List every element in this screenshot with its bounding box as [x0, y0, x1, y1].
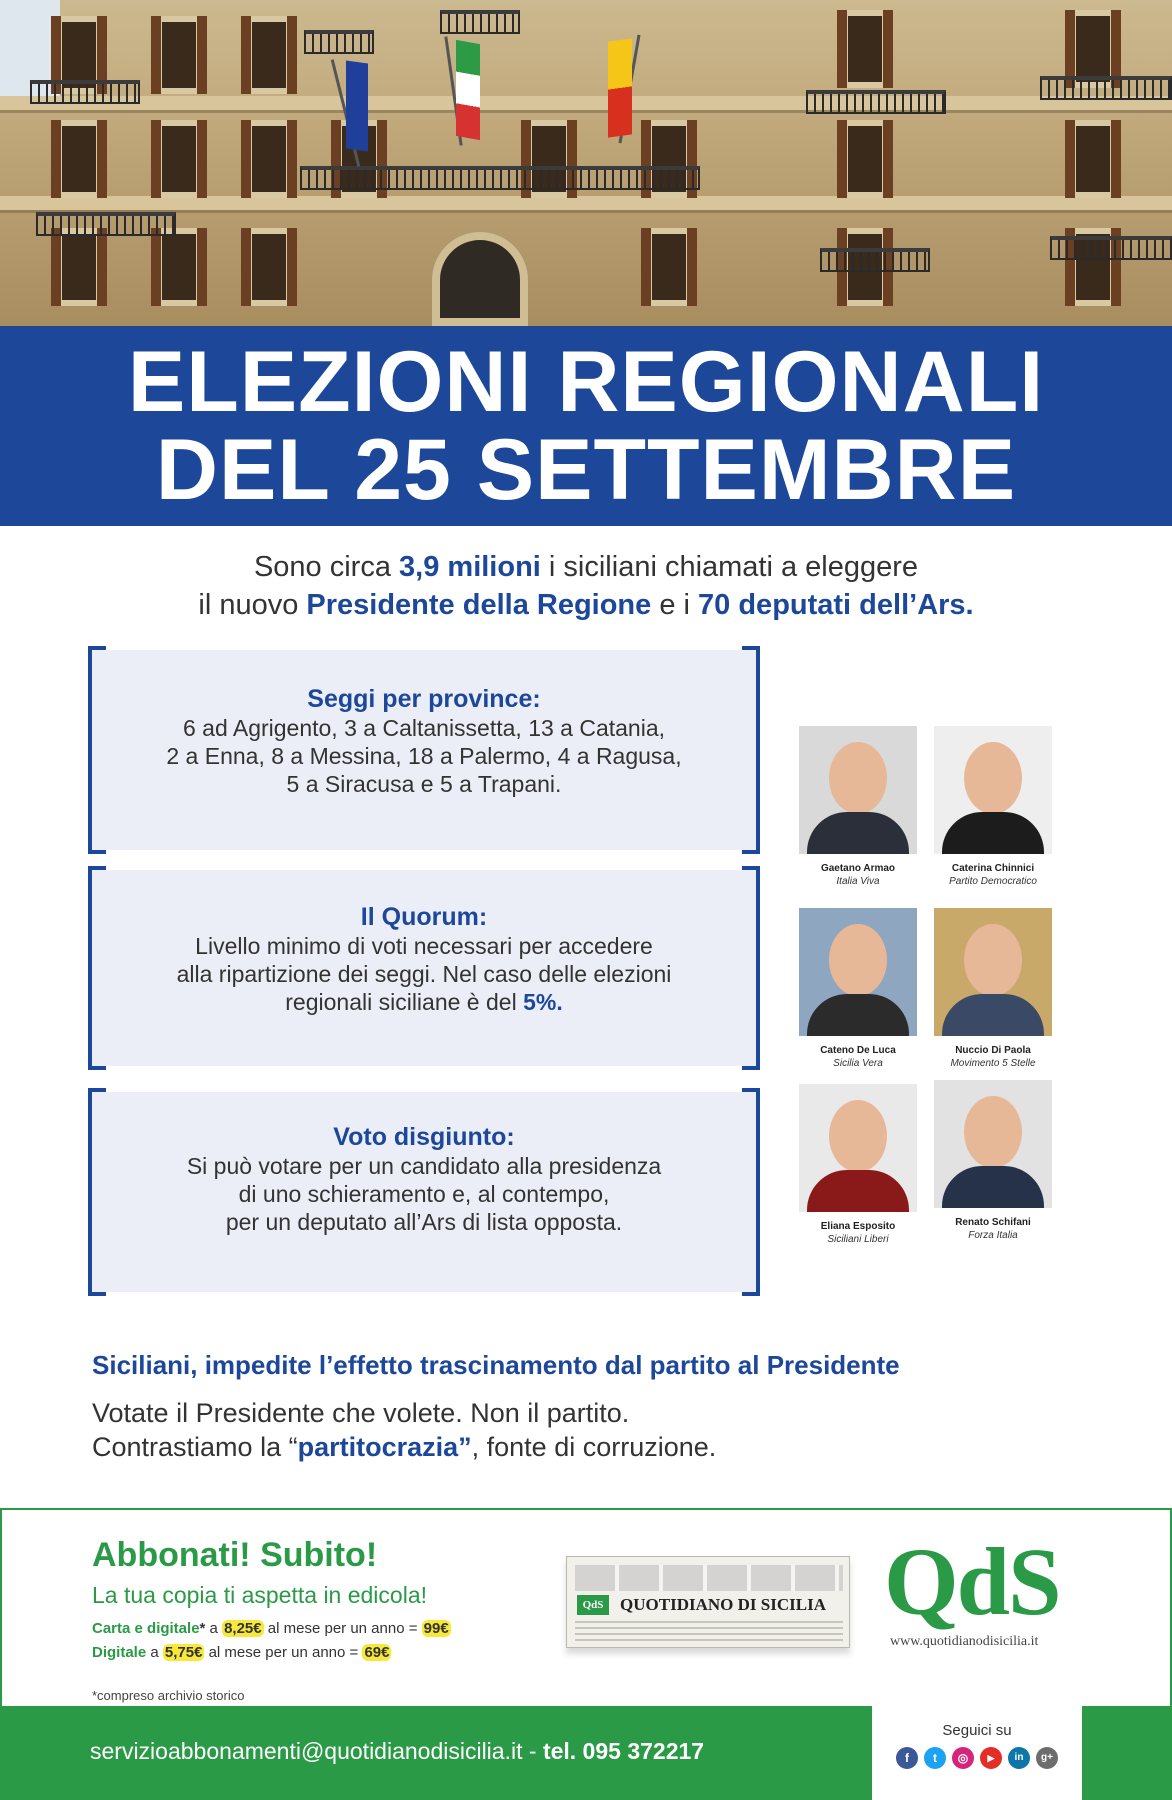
palazzo-photo: [0, 0, 1172, 326]
message-line-2: [92, 1430, 716, 1464]
intro-highlight: 70 deputati dell’Ars.: [698, 589, 974, 621]
eu-flag: [346, 60, 368, 151]
contact-email[interactable]: servizioabbonamenti@quotidianodisicilia.it: [90, 1738, 523, 1764]
message-line-1: Votate il Presidente che volete. Non il partito.: [92, 1398, 630, 1428]
window: [156, 16, 202, 94]
candidate-card: [932, 1080, 1054, 1242]
candidate-photo: [799, 908, 917, 1036]
candidate-suit: [807, 994, 909, 1036]
twitter-icon[interactable]: t: [924, 1747, 946, 1769]
candidate-name: Nuccio Di Paola: [955, 1045, 1031, 1056]
quorum-percentage: 5%.: [523, 989, 563, 1015]
intro-highlight: 3,9 milioni: [399, 551, 541, 583]
candidate-card: [932, 908, 1054, 1070]
message-text-part: Contrastiamo la “: [92, 1432, 298, 1462]
facebook-icon[interactable]: f: [896, 1747, 918, 1769]
box-line: per un deputato all’Ars di lista opposta.: [225, 1209, 623, 1235]
balcony: [440, 10, 520, 34]
candidate-suit: [942, 1166, 1044, 1208]
box-line: Livello minimo di voti necessari per accedere: [195, 933, 653, 959]
window: [842, 10, 888, 88]
candidate-party: Sicilia Vera: [833, 1058, 883, 1069]
candidate-card: [797, 1084, 919, 1246]
offer-text: a: [146, 1644, 163, 1661]
balcony: [1040, 76, 1172, 100]
intro-text-part: i siciliani chiamati a eleggere: [540, 551, 919, 583]
title-line-1: ELEZIONI REGIONALI: [127, 334, 1045, 430]
italian-flag: [456, 40, 480, 140]
box-line-text: regionali siciliane è del: [285, 989, 524, 1015]
bracket-right: [742, 646, 760, 854]
offer-paper-digital: [92, 1620, 451, 1637]
info-box-seggi: [92, 650, 756, 850]
candidate-suit: [942, 812, 1044, 854]
candidate-name: Renato Schifani: [955, 1217, 1031, 1228]
intro-text-part: Sono circa: [253, 551, 400, 583]
window: [246, 120, 292, 198]
youtube-icon[interactable]: ▶: [980, 1747, 1002, 1769]
window: [56, 120, 102, 198]
slogan: Siciliani, impedite l’effetto trascinamento dal partito al Presidente: [92, 1350, 900, 1380]
offer-asterisk: *: [199, 1620, 206, 1637]
bracket-right: [742, 866, 760, 1070]
window: [246, 16, 292, 94]
social-panel: [872, 1706, 1082, 1800]
subscription-headline: Abbonati! Subito!: [92, 1536, 378, 1574]
candidate-face: [829, 742, 887, 814]
bracket-left: [88, 866, 106, 1070]
candidate-party: Forza Italia: [968, 1230, 1018, 1241]
box-line: di uno schieramento e, al contempo,: [238, 1181, 610, 1207]
candidate-suit: [807, 812, 909, 854]
candidate-face: [829, 924, 887, 996]
balcony: [304, 30, 374, 54]
candidate-card: [797, 908, 919, 1070]
window: [156, 228, 202, 306]
sicilian-flag: [608, 38, 632, 137]
offer-price: 5,75€: [164, 1644, 203, 1661]
info-box-quorum: [92, 870, 756, 1066]
balcony: [36, 212, 176, 236]
message: [92, 1396, 716, 1464]
newspaper-masthead: QUOTIDIANO DI SICILIA: [620, 1595, 826, 1614]
contact-separator: -: [522, 1738, 543, 1764]
cornice: [0, 196, 1172, 210]
info-box-voto-disgiunto: [92, 1092, 756, 1292]
intro-text-part: e i: [651, 589, 699, 621]
intro-highlight: Presidente della Regione: [306, 589, 652, 621]
box-heading: Voto disgiunto:: [333, 1123, 515, 1151]
social-label: Seguici su: [942, 1722, 1012, 1739]
bracket-right: [742, 1088, 760, 1296]
candidate-suit: [807, 1170, 909, 1212]
offer-text: al mese per un anno =: [263, 1620, 422, 1637]
candidate-photo: [934, 908, 1052, 1036]
box-line: 6 ad Agrigento, 3 a Caltanissetta, 13 a Catania,: [182, 715, 666, 741]
googleplus-icon[interactable]: g+: [1036, 1747, 1058, 1769]
entrance-door: [432, 232, 528, 326]
balcony: [806, 90, 946, 114]
box-heading: Seggi per province:: [307, 685, 541, 713]
offer-price: 8,25€: [224, 1620, 262, 1637]
newspaper-text-lines: [575, 1621, 843, 1643]
candidate-card: [797, 726, 919, 888]
window: [246, 228, 292, 306]
intro-line-2: [0, 586, 1172, 624]
website-url[interactable]: www.quotidianodisicilia.it: [890, 1634, 1039, 1649]
intro-text-part: il nuovo: [198, 589, 307, 621]
bracket-left: [88, 646, 106, 854]
box-heading: Il Quorum:: [360, 903, 488, 931]
candidate-face: [964, 1096, 1022, 1168]
box-line: 2 a Enna, 8 a Messina, 18 a Palermo, 4 a Ragusa,: [166, 743, 682, 769]
candidate-card: [932, 726, 1054, 888]
balcony: [300, 166, 700, 190]
candidate-party: Italia Viva: [836, 876, 880, 887]
candidate-face: [964, 924, 1022, 996]
candidate-photo: [799, 1084, 917, 1212]
box-line: alla ripartizione dei seggi. Nel caso delle elezioni: [176, 961, 672, 987]
offer-label: Digitale: [92, 1644, 147, 1661]
offer-label: Carta e digitale: [92, 1620, 200, 1637]
candidate-face: [964, 742, 1022, 814]
intro-text: [0, 548, 1172, 624]
candidate-name: Gaetano Armao: [820, 863, 896, 874]
box-line: 5 a Siracusa e 5 a Trapani.: [286, 771, 562, 797]
social-icons: [872, 1747, 1082, 1769]
message-highlight: partitocrazia”: [297, 1432, 472, 1462]
candidate-photo: [934, 726, 1052, 854]
window: [56, 228, 102, 306]
contact-line: [90, 1738, 704, 1765]
window: [646, 228, 692, 306]
newspaper-header-strip: [575, 1565, 843, 1591]
message-text-part: , fonte di corruzione.: [471, 1432, 717, 1462]
candidate-face: [829, 1100, 887, 1172]
candidate-party: Siciliani Liberi: [827, 1234, 889, 1245]
candidate-name: Cateno De Luca: [820, 1045, 896, 1056]
candidate-suit: [942, 994, 1044, 1036]
candidate-photo: [799, 726, 917, 854]
subscription-subhead: La tua copia ti aspetta in edicola!: [92, 1582, 428, 1608]
offer-text: al mese per un anno =: [204, 1644, 363, 1661]
bracket-left: [88, 1088, 106, 1296]
newspaper-image: [566, 1556, 850, 1648]
qds-logo: QdS: [884, 1528, 1060, 1635]
window: [1070, 120, 1116, 198]
contact-phone[interactable]: tel. 095 372217: [542, 1738, 705, 1764]
window: [842, 120, 888, 198]
offer-total: 69€: [364, 1644, 390, 1661]
title-line-2: DEL 25 SETTEMBRE: [155, 422, 1017, 518]
candidate-name: Caterina Chinnici: [951, 863, 1035, 874]
window: [156, 120, 202, 198]
balcony: [820, 248, 930, 272]
box-line: [92, 988, 756, 1016]
candidate-name: Eliana Esposito: [820, 1221, 896, 1232]
balcony: [1050, 236, 1172, 260]
candidate-photo: [934, 1080, 1052, 1208]
candidate-party: Partito Democratico: [949, 876, 1037, 887]
cornice: [0, 96, 1172, 110]
candidate-party: Movimento 5 Stelle: [950, 1058, 1036, 1069]
instagram-icon[interactable]: ◎: [952, 1747, 974, 1769]
subscription-note: *compreso archivio storico: [92, 1688, 245, 1703]
offer-digital: [92, 1644, 391, 1661]
newspaper-mini-logo: QdS: [577, 1595, 609, 1615]
linkedin-icon[interactable]: in: [1008, 1747, 1030, 1769]
title-band: [0, 326, 1172, 526]
box-line: Si può votare per un candidato alla presidenza: [186, 1153, 662, 1179]
offer-total: 99€: [423, 1620, 449, 1637]
intro-line-1: [0, 548, 1172, 586]
offer-text: a: [205, 1620, 223, 1637]
balcony: [30, 80, 140, 104]
